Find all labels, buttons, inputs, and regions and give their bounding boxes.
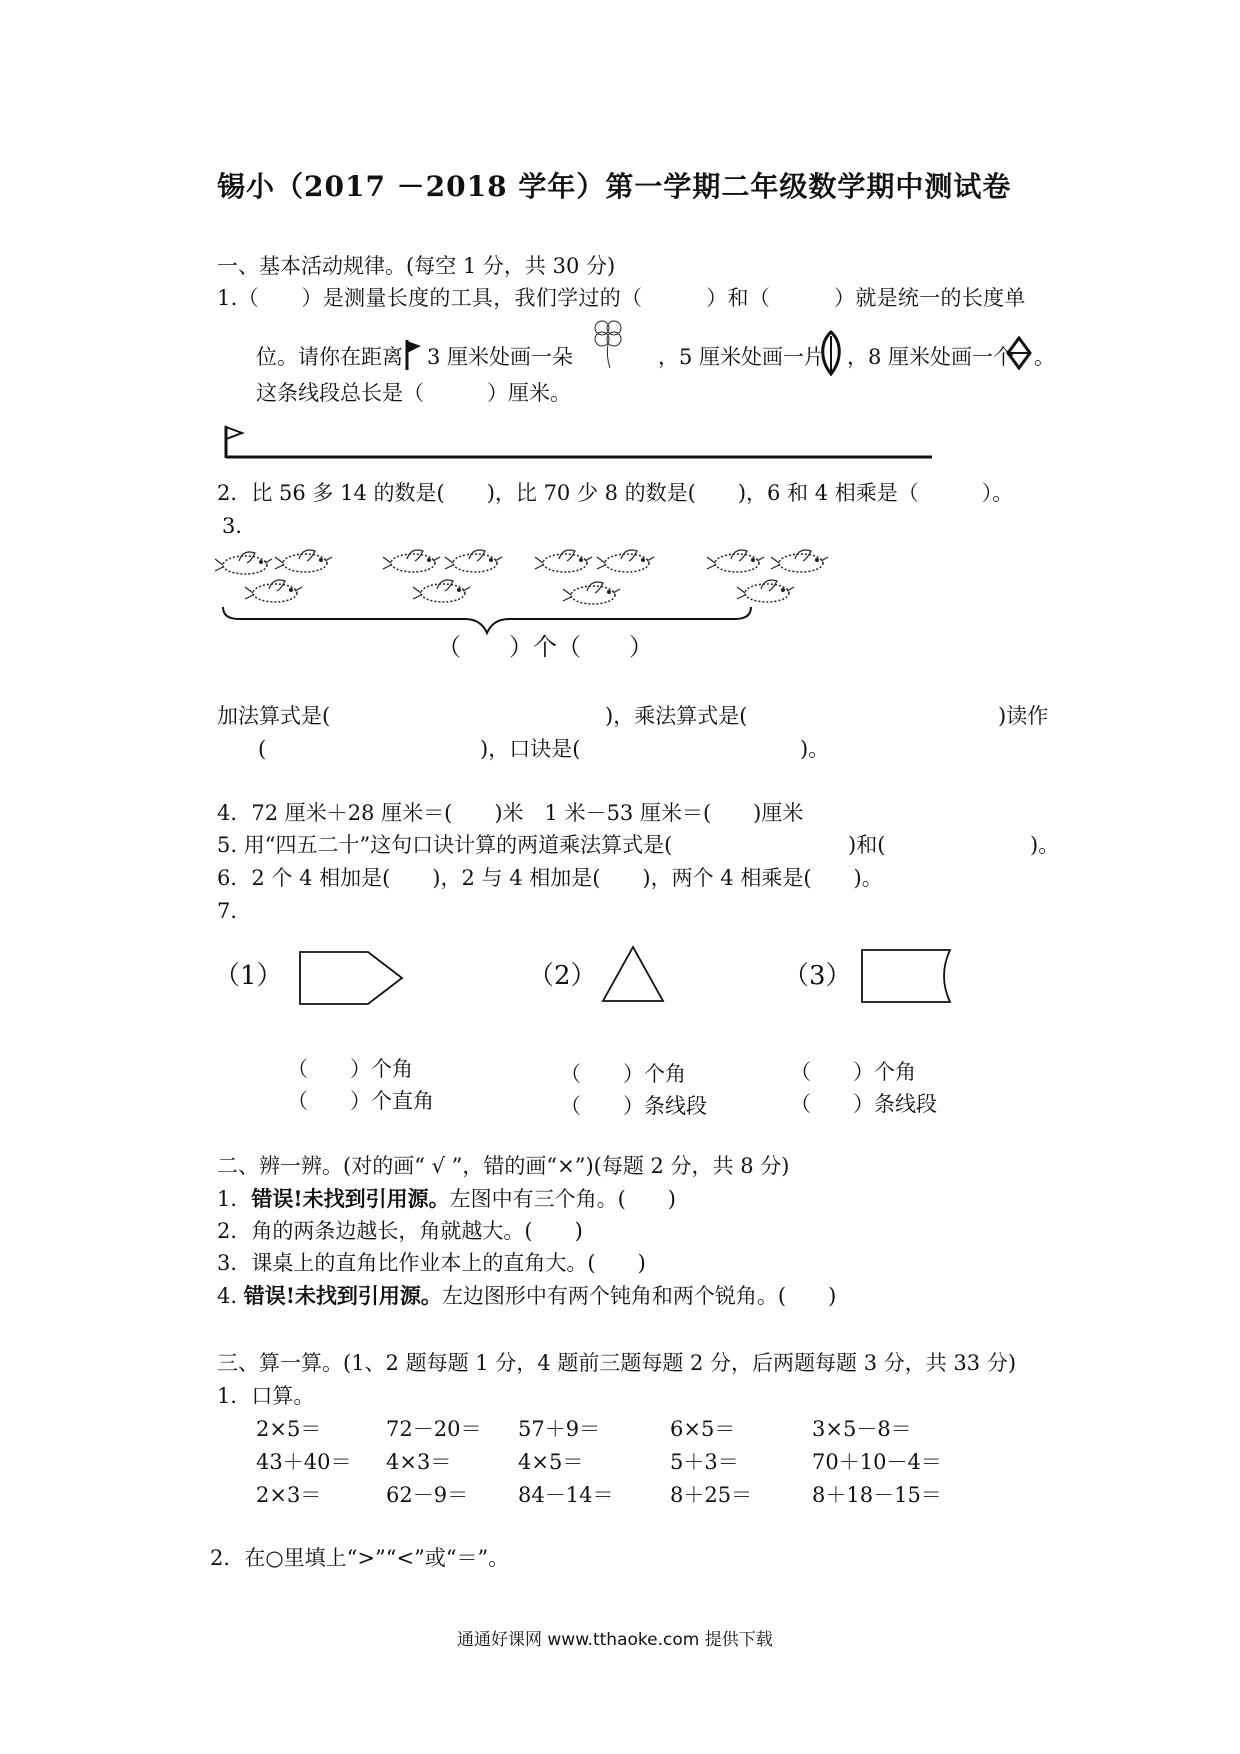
q3-label: 3． (222, 514, 257, 538)
q3-line1-c: )读作 (998, 704, 1049, 728)
bird-icon (597, 550, 654, 572)
section3-q2: 2．在○里填上“>”“<”或“＝”。 (210, 1546, 510, 1570)
q1-line2-c: ，5 厘米处画一片 (658, 345, 826, 369)
curved-rectangle-shape (860, 948, 958, 1004)
section2-heading: 二、辨一辨。(对的画“ √ ”，错的画“×”)(每题 2 分，共 8 分) (217, 1154, 790, 1178)
bird-icon (771, 550, 828, 572)
section1-heading: 一、基本活动规律。(每空 1 分，共 30 分) (217, 254, 616, 278)
q2-text: 2．比 56 多 14 的数是( )，比 70 少 8 的数是( )，6 和 4 相乘是（ ）。 (217, 481, 1014, 505)
shape1-line2: （ ）个直角 (287, 1089, 434, 1113)
bird-icon (445, 550, 502, 572)
calc-item: 84－14＝ (518, 1483, 614, 1507)
birds-illustration (215, 543, 865, 643)
q3-line1-b: )，乘法算式是( (605, 704, 748, 728)
bird-icon (245, 580, 302, 602)
bird-icon (707, 550, 764, 572)
bird-icon (275, 550, 332, 572)
flag-icon (403, 338, 423, 372)
calc-item: 2×3＝ (256, 1483, 322, 1507)
calc-item: 62－9＝ (386, 1483, 469, 1507)
calc-item: 70＋10－4＝ (812, 1450, 942, 1474)
footer-text: 通通好课网 www.tthaoke.com 提供下载 (457, 1630, 773, 1650)
q5-text-b: )和( (848, 833, 886, 857)
calc-item: 43＋40＝ (256, 1450, 352, 1474)
section2-item: 2．角的两条边越长，角就越大。( ) (217, 1219, 583, 1243)
bird-icon (737, 580, 794, 602)
section3-heading: 三、算一算。(1、2 题每题 1 分，4 题前三题每题 2 分，后两题每题 3 分，共 33 分) (217, 1351, 1017, 1375)
flower-icon (588, 318, 630, 370)
q3-brace-caption: （ ）个（ ） (437, 633, 653, 661)
q7-label: 7． (217, 899, 252, 923)
q3-line2-c: )。 (800, 737, 830, 761)
shape3-line2: （ ）条线段 (790, 1092, 937, 1116)
calc-item: 72－20＝ (386, 1417, 482, 1441)
q3-line2-a: ( (258, 737, 267, 761)
calc-item: 4×3＝ (386, 1450, 452, 1474)
triangle-shape (600, 944, 666, 1004)
diamond-icon (1006, 336, 1032, 370)
q3-line2-b: )，口诀是( (480, 737, 581, 761)
shape2-line1: （ ）个角 (560, 1062, 686, 1086)
q6-text: 6．2 个 4 相加是( )，2 与 4 相加是( )，两个 4 相乘是( )。 (217, 866, 883, 890)
shape2-label: （2） (528, 961, 597, 991)
bird-icon (535, 550, 592, 572)
calc-item: 8＋25＝ (670, 1483, 753, 1507)
pentagon-arrow-shape (298, 950, 408, 1006)
calc-item: 3×5－8＝ (812, 1417, 912, 1441)
calc-item: 4×5＝ (518, 1450, 584, 1474)
bird-icon (383, 550, 440, 572)
q5-text-c: )。 (1030, 833, 1060, 857)
calc-item: 57＋9＝ (518, 1417, 601, 1441)
bird-icon (563, 582, 620, 604)
section3-q1-label: 1．口算。 (217, 1384, 315, 1408)
shape1-line1: （ ）个角 (287, 1057, 413, 1081)
q5-text-a: 5. 用“四五二十”这句口诀计算的两道乘法算式是( (217, 833, 673, 857)
bird-icon (413, 580, 470, 602)
q1-line2-d: ，8 厘米处画一个 (847, 345, 1015, 369)
brace (223, 607, 751, 633)
q1-line2-b: 3 厘米处画一朵 (427, 345, 574, 369)
q1-line2-a: 位。请你在距离 (256, 345, 403, 369)
leaf-icon (818, 330, 844, 376)
q1-line2-e: 。 (1034, 345, 1055, 369)
section2-item: 3．课桌上的直角比作业本上的直角大。( ) (217, 1251, 646, 1275)
q4-text: 4．72 厘米＋28 厘米＝( )米 1 米－53 厘米＝( )厘米 (217, 801, 804, 825)
q1-line1: 1.（ ）是测量长度的工具，我们学过的（ ）和（ ）就是统一的长度单 (217, 286, 1026, 310)
bird-icon (215, 552, 272, 574)
measure-line (220, 422, 940, 462)
q1-line3: 这条线段总长是（ ）厘米。 (256, 381, 571, 405)
q3-line1-a: 加法算式是( (217, 704, 331, 728)
shape3-line1: （ ）个角 (790, 1060, 916, 1084)
calc-item: 5＋3＝ (670, 1450, 739, 1474)
shape3-label: （3） (783, 961, 852, 991)
section2-item: 4. 错误!未找到引用源。左边图形中有两个钝角和两个锐角。( ) (217, 1283, 837, 1308)
calc-item: 2×5＝ (256, 1417, 322, 1441)
calc-item: 6×5＝ (670, 1417, 736, 1441)
page-title: 锡小（2017 －2018 学年）第一学期二年级数学期中测试卷 (217, 170, 1012, 203)
shape2-line2: （ ）条线段 (560, 1094, 707, 1118)
shape1-label: （1） (214, 961, 283, 991)
section2-item: 1．错误!未找到引用源。左图中有三个角。( ) (217, 1186, 676, 1211)
calc-item: 8＋18－15＝ (812, 1483, 942, 1507)
